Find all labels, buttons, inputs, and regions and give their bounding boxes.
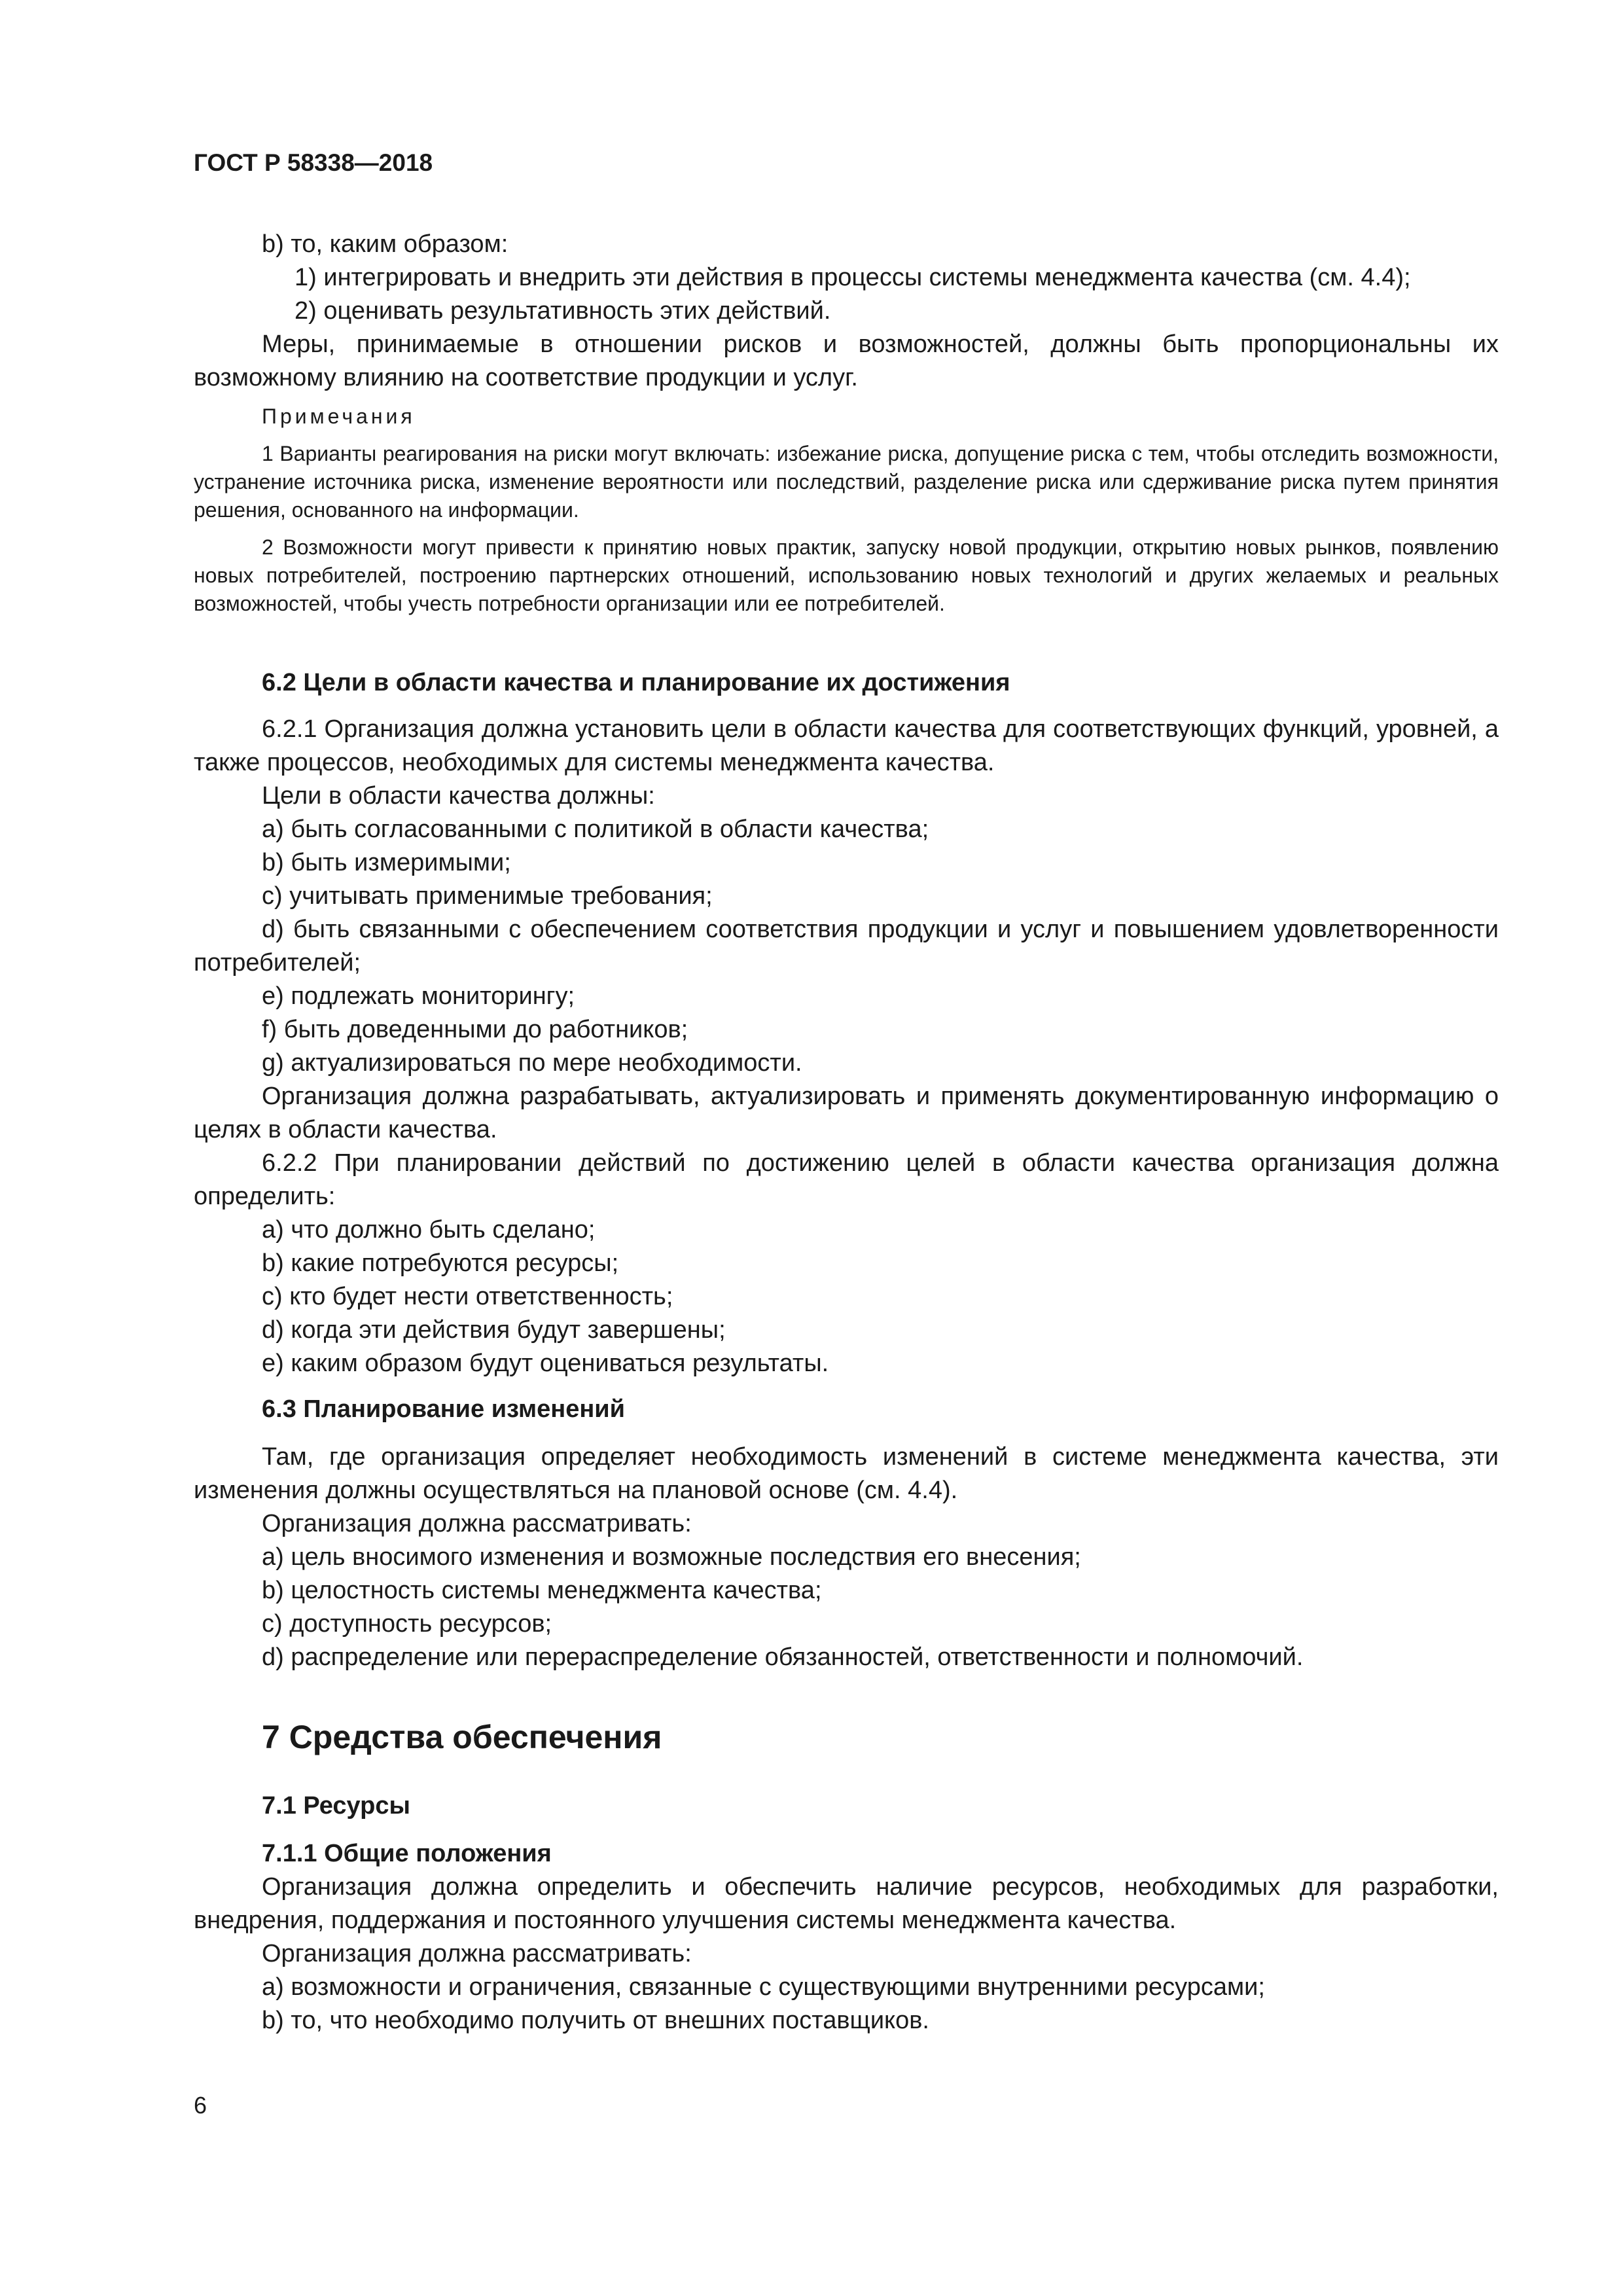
section-heading: 7.1 Ресурсы <box>262 1792 410 1820</box>
section-6-3 <box>194 1393 1499 1674</box>
notes-block <box>194 402 1499 618</box>
paragraph: 6.2.2 При планировании действий по достижению целей в области качества организация должна определить: <box>194 1149 1499 1210</box>
paragraph: Цели в области качества должны: <box>262 782 655 810</box>
paragraph: Организация должна рассматривать: <box>262 1940 692 1967</box>
list-item: b) то, каким образом: <box>262 230 508 258</box>
paragraph: Там, где организация определяет необходимость изменений в системе менеджмента качества, эти изменения должны осуществляться на плановой основе (см. 4.4). <box>194 1443 1499 1504</box>
page-number: 6 <box>194 2092 207 2119</box>
list-item: a) быть согласованными с политикой в области качества; <box>262 816 929 843</box>
list-item: f) быть доведенными до работников; <box>262 1016 688 1043</box>
list-item: e) подлежать мониторингу; <box>262 982 575 1010</box>
paragraph: 6.2.1 Организация должна установить цели в области качества для соответствующих функций, уровней, а также процессов, необходимых для системы менеджмента качества. <box>194 715 1499 776</box>
section-6-1-continuation <box>194 228 1499 395</box>
paragraph: Организация должна рассматривать: <box>262 1510 692 1537</box>
subsection-heading: 7.1.1 Общие положения <box>262 1840 552 1867</box>
chapter-heading: 7 Средства обеспечения <box>262 1719 662 1755</box>
note-1: 1 Варианты реагирования на риски могут включать: избежание риска, допущение риска с тем, чтобы отследить возможности, устранение источника риска, изменение вероятности или последствий, разделение риска или сдерживание риска путем принятия решения, основанного на информации. <box>194 442 1499 522</box>
list-item: b) какие потребуются ресурсы; <box>262 1249 619 1277</box>
paragraph: Организация должна определить и обеспечить наличие ресурсов, необходимых для разработки, внедрения, поддержания и постоянного улучшения системы менеджмента качества. <box>194 1873 1499 1934</box>
list-item: c) учитывать применимые требования; <box>262 882 713 910</box>
document-header: ГОСТ Р 58338—2018 <box>194 149 433 176</box>
section-7 <box>194 1717 1499 2037</box>
list-item: b) то, что необходимо получить от внешних поставщиков. <box>262 2007 929 2034</box>
list-item: d) быть связанными с обеспечением соответствия продукции и услуг и повышением удовлетворенности потребителей; <box>194 916 1499 977</box>
list-item: 1) интегрировать и внедрить эти действия в процессы системы менеджмента качества (см. 4.4); <box>294 264 1411 291</box>
list-item: c) доступность ресурсов; <box>262 1610 552 1638</box>
list-item: b) целостность системы менеджмента качества; <box>262 1577 822 1604</box>
list-item: a) цель вносимого изменения и возможные последствия его внесения; <box>262 1543 1081 1571</box>
note-2: 2 Возможности могут привести к принятию новых практик, запуску новой продукции, открытию новых рынков, появлению новых потребителей, построению партнерских отношений, использованию новых технологий и других желаемых и реальных возможностей, чтобы учесть потребности организации или ее потребителей. <box>194 535 1499 615</box>
list-item: a) возможности и ограничения, связанные с существующими внутренними ресурсами; <box>262 1973 1265 2001</box>
paragraph: Меры, принимаемые в отношении рисков и возможностей, должны быть пропорциональны их возможному влиянию на соответствие продукции и услуг. <box>194 331 1499 391</box>
list-item: d) распределение или перераспределение обязанностей, ответственности и полномочий. <box>262 1643 1304 1671</box>
section-heading: 6.2 Цели в области качества и планирование их достижения <box>262 669 1010 696</box>
list-item: e) каким образом будут оцениваться результаты. <box>262 1350 829 1377</box>
notes-heading: Примечания <box>262 404 416 428</box>
list-item: a) что должно быть сделано; <box>262 1216 596 1244</box>
list-item: d) когда эти действия будут завершены; <box>262 1316 726 1344</box>
list-item: g) актуализироваться по мере необходимости. <box>262 1049 802 1077</box>
paragraph: Организация должна разрабатывать, актуализировать и применять документированную информацию о целях в области качества. <box>194 1083 1499 1143</box>
list-item: 2) оценивать результативность этих действий. <box>294 297 831 325</box>
list-item: b) быть измеримыми; <box>262 849 511 876</box>
section-heading: 6.3 Планирование изменений <box>262 1395 626 1423</box>
list-item: c) кто будет нести ответственность; <box>262 1283 673 1310</box>
section-6-2 <box>194 666 1499 1380</box>
